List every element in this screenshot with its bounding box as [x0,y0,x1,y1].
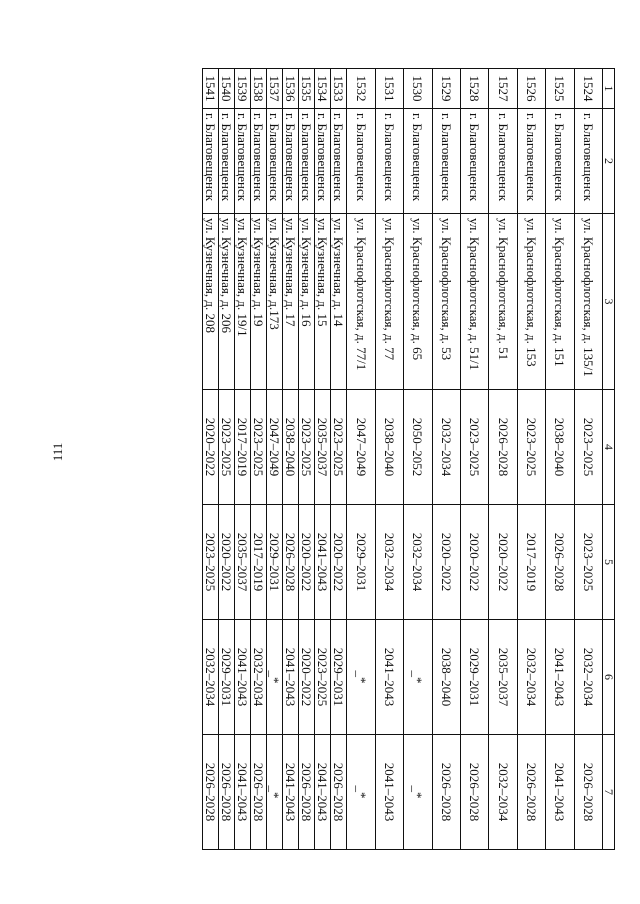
column-header: 1 [603,69,615,109]
period-col7-cell: 2026–2028 [574,735,602,850]
period-col4-cell: 2050–2052 [404,390,432,505]
period-col6-cell: _* [347,620,375,735]
row-number: 1533 [331,69,347,109]
period-col5-cell: 2017–2019 [251,505,267,620]
row-number: 1539 [235,69,251,109]
page-number: 111 [50,442,65,462]
city-cell: г. Благовещенск [404,109,432,214]
period-col4-cell: 2047–2049 [267,390,283,505]
table-row [432,69,460,850]
period-col5-cell: 2035–2037 [235,505,251,620]
table-row [299,69,315,850]
table-row [219,69,235,850]
city-cell: г. Благовещенск [267,109,283,214]
period-col5-cell: 2020–2022 [489,505,517,620]
row-number: 1529 [432,69,460,109]
period-col4-cell: 2038–2040 [283,390,299,505]
period-col6-cell: 2041–2043 [235,620,251,735]
period-col5-cell: 2032–2034 [404,505,432,620]
period-col7-cell: 2041–2043 [283,735,299,850]
table-row [461,69,489,850]
city-cell: г. Благовещенск [517,109,545,214]
period-col7-cell: 2026–2028 [299,735,315,850]
row-number: 1528 [461,69,489,109]
address-cell: ул. Краснофлотская, д. 51/1 [461,214,489,390]
column-header: 6 [603,620,615,735]
period-col7-cell: 2041–2043 [375,735,403,850]
row-number: 1524 [574,69,602,109]
period-col4-cell: 2023–2025 [331,390,347,505]
city-cell: г. Благовещенск [574,109,602,214]
period-col6-cell: 2035–2037 [489,620,517,735]
address-cell: ул. Краснофлотская, д. 151 [546,214,574,390]
period-col4-cell: 2047–2049 [347,390,375,505]
address-cell: ул. Краснофлотская, д. 153 [517,214,545,390]
period-col6-cell: 2032–2034 [251,620,267,735]
period-col5-cell: 2023–2025 [203,505,219,620]
period-col7-cell: 2026–2028 [251,735,267,850]
table-row [251,69,267,850]
period-col7-cell: 2026–2028 [331,735,347,850]
city-cell: г. Благовещенск [489,109,517,214]
period-col6-cell: 2029–2031 [219,620,235,735]
period-col4-cell: 2038–2040 [375,390,403,505]
period-col6-cell: 2041–2043 [375,620,403,735]
period-col5-cell: 2029–2031 [267,505,283,620]
period-col5-cell: 2032–2034 [375,505,403,620]
column-header: 7 [603,735,615,850]
period-col4-cell: 2023–2025 [517,390,545,505]
period-col5-cell: 2020–2022 [219,505,235,620]
row-number: 1527 [489,69,517,109]
column-header: 5 [603,505,615,620]
address-cell: ул. Кузнечная, д. 14 [331,214,347,390]
city-cell: г. Благовещенск [347,109,375,214]
row-number: 1531 [375,69,403,109]
period-col4-cell: 2023–2025 [251,390,267,505]
period-col7-cell: _* [267,735,283,850]
row-number: 1534 [315,69,331,109]
row-number: 1525 [546,69,574,109]
city-cell: г. Благовещенск [432,109,460,214]
period-col4-cell: 2023–2025 [299,390,315,505]
period-col6-cell: 2029–2031 [461,620,489,735]
city-cell: г. Благовещенск [461,109,489,214]
table-row [546,69,574,850]
city-cell: г. Благовещенск [315,109,331,214]
period-col5-cell: 2023–2025 [574,505,602,620]
rotated-sheet [95,68,615,849]
period-col7-cell: 2026–2028 [219,735,235,850]
city-cell: г. Благовещенск [299,109,315,214]
period-col7-cell: 2041–2043 [546,735,574,850]
period-col7-cell: 2026–2028 [432,735,460,850]
row-number: 1526 [517,69,545,109]
header-row [603,69,615,850]
row-number: 1540 [219,69,235,109]
table-row [331,69,347,850]
period-col4-cell: 2023–2025 [461,390,489,505]
period-col5-cell: 2020–2022 [331,505,347,620]
period-col6-cell: 2041–2043 [283,620,299,735]
period-col7-cell: _* [347,735,375,850]
address-cell: ул. Краснофлотская, д. 65 [404,214,432,390]
table-row [235,69,251,850]
address-cell: ул. Краснофлотская, д. 135/1 [574,214,602,390]
period-col5-cell: 2017–2019 [517,505,545,620]
row-number: 1535 [299,69,315,109]
address-cell: ул. Кузнечная, д. 17 [283,214,299,390]
period-col4-cell: 2038–2040 [546,390,574,505]
address-cell: ул. Кузнечная, д. 208 [203,214,219,390]
period-col6-cell: _* [267,620,283,735]
city-cell: г. Благовещенск [546,109,574,214]
table-row [267,69,283,850]
city-cell: г. Благовещенск [219,109,235,214]
row-number: 1530 [404,69,432,109]
period-col6-cell: 2032–2034 [203,620,219,735]
row-number: 1532 [347,69,375,109]
address-cell: ул. Кузнечная, д. 19 [251,214,267,390]
table-row [283,69,299,850]
period-col7-cell: 2026–2028 [203,735,219,850]
period-col6-cell: 2038–2040 [432,620,460,735]
row-number: 1537 [267,69,283,109]
period-col6-cell: 2023–2025 [315,620,331,735]
period-col4-cell: 2026–2028 [489,390,517,505]
address-cell: ул. Кузнечная, д. 206 [219,214,235,390]
table-row [347,69,375,850]
period-col4-cell: 2035–2037 [315,390,331,505]
registry-table [202,68,615,850]
table-row [375,69,403,850]
city-cell: г. Благовещенск [331,109,347,214]
period-col7-cell: 2032–2034 [489,735,517,850]
address-cell: ул. Краснофлотская, д. 51 [489,214,517,390]
city-cell: г. Благовещенск [283,109,299,214]
table-row [315,69,331,850]
city-cell: г. Благовещенск [251,109,267,214]
registry-body [203,69,615,850]
column-header: 4 [603,390,615,505]
address-cell: ул. Кузнечная, д. 19/1 [235,214,251,390]
period-col6-cell: 2032–2034 [574,620,602,735]
period-col6-cell: _* [404,620,432,735]
period-col4-cell: 2017–2019 [235,390,251,505]
period-col5-cell: 2020–2022 [299,505,315,620]
period-col7-cell: 2041–2043 [235,735,251,850]
period-col6-cell: 2029–2031 [331,620,347,735]
period-col7-cell: 2026–2028 [461,735,489,850]
table-row [574,69,602,850]
period-col5-cell: 2026–2028 [283,505,299,620]
period-col6-cell: 2041–2043 [546,620,574,735]
period-col5-cell: 2020–2022 [432,505,460,620]
table-row [404,69,432,850]
period-col5-cell: 2041–2043 [315,505,331,620]
city-cell: г. Благовещенск [375,109,403,214]
period-col4-cell: 2023–2025 [219,390,235,505]
period-col7-cell: 2041–2043 [315,735,331,850]
table-row [203,69,219,850]
row-number: 1541 [203,69,219,109]
period-col7-cell: _* [404,735,432,850]
table-row [517,69,545,850]
period-col5-cell: 2029–2031 [347,505,375,620]
period-col4-cell: 2032–2034 [432,390,460,505]
table-row [489,69,517,850]
city-cell: г. Благовещенск [203,109,219,214]
address-cell: ул. Краснофлотская, д. 77/1 [347,214,375,390]
address-cell: ул. Кузнечная, д. 15 [315,214,331,390]
period-col6-cell: 2032–2034 [517,620,545,735]
address-cell: ул. Кузнечная, д.173 [267,214,283,390]
period-col6-cell: 2020–2022 [299,620,315,735]
period-col4-cell: 2020–2022 [203,390,219,505]
row-number: 1538 [251,69,267,109]
column-header: 2 [603,109,615,214]
address-cell: ул. Краснофлотская, д. 77 [375,214,403,390]
row-number: 1536 [283,69,299,109]
address-cell: ул. Кузнечная, д. 16 [299,214,315,390]
city-cell: г. Благовещенск [235,109,251,214]
period-col7-cell: 2026–2028 [517,735,545,850]
period-col5-cell: 2026–2028 [546,505,574,620]
period-col4-cell: 2023–2025 [574,390,602,505]
column-header: 3 [603,214,615,390]
address-cell: ул. Краснофлотская, д. 53 [432,214,460,390]
period-col5-cell: 2020–2022 [461,505,489,620]
